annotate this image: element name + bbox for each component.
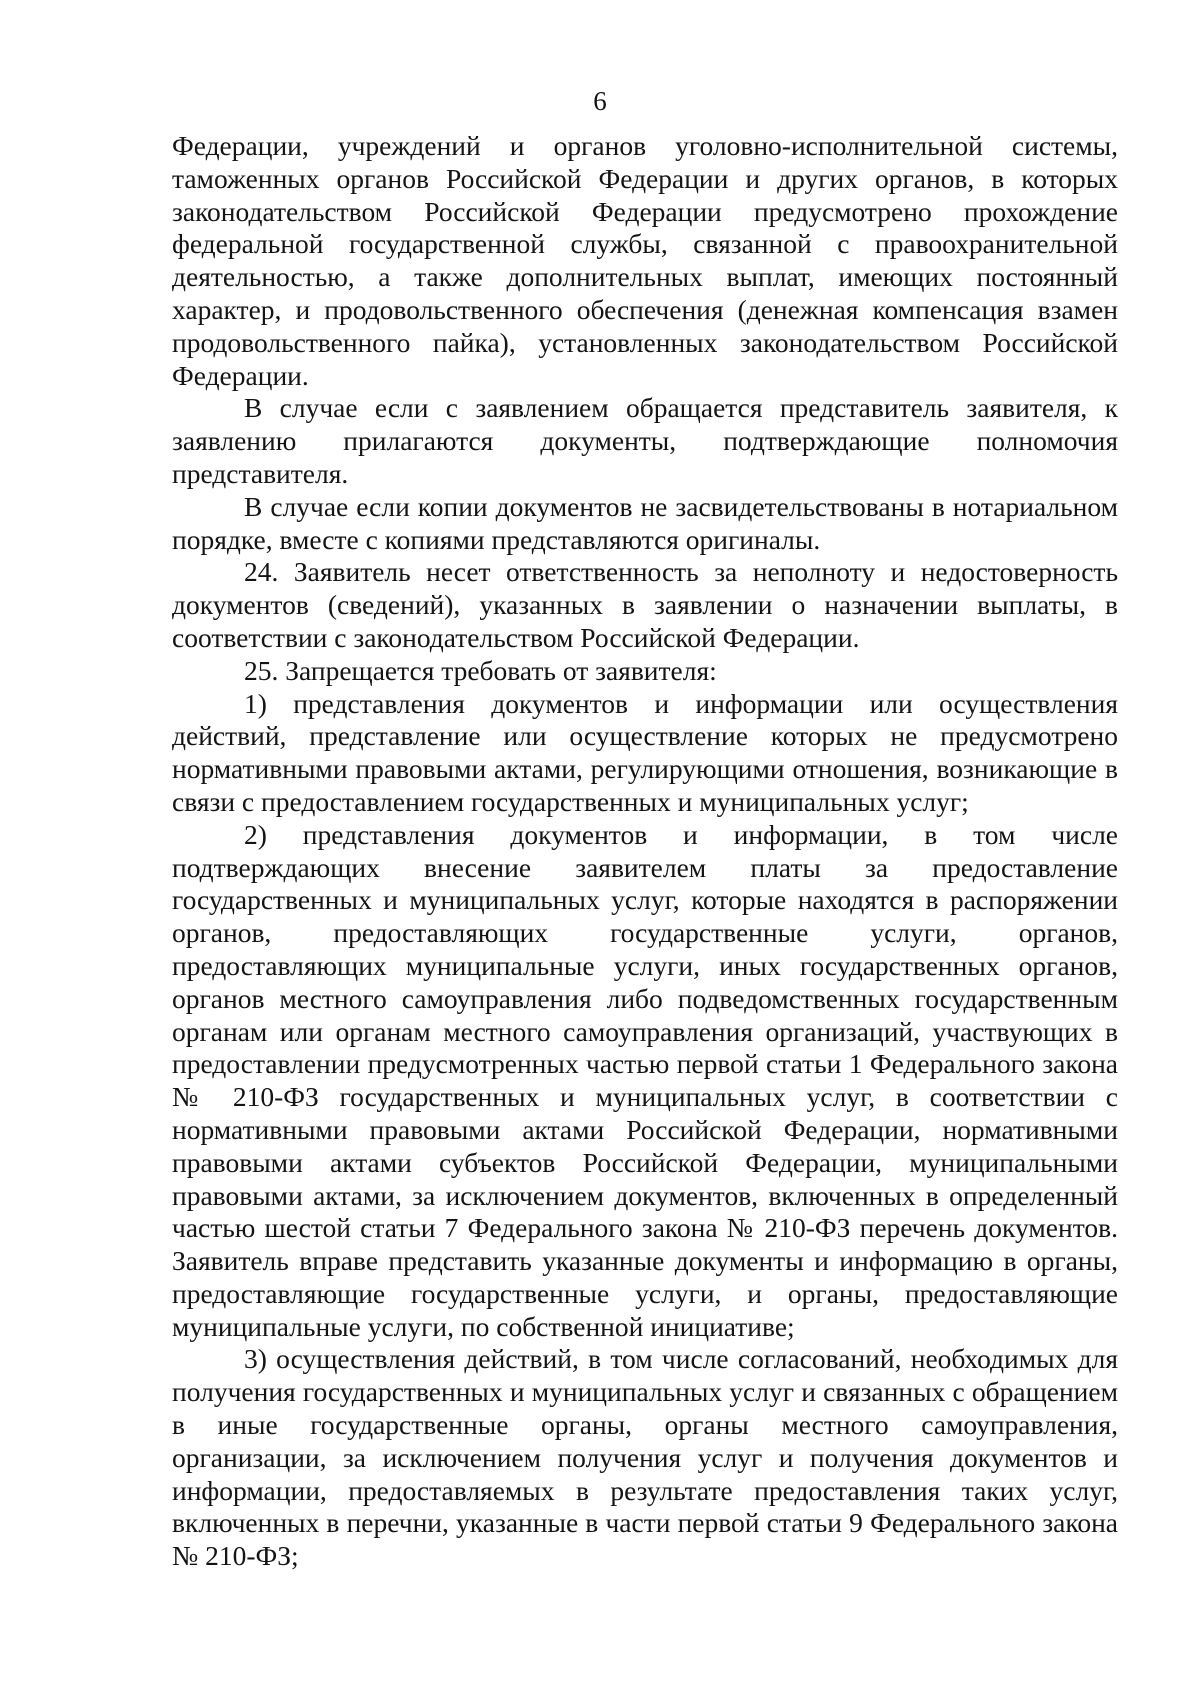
paragraph-subitem-3: 3) осуществления действий, в том числе согласований, необходимых для получения государственных и муниципальных услуг и связанных с обращением в иные государственные органы, органы местного самоуправления, организации, за исключением получения услуг и получения документов и информации, предоставляемых в результате предоставления таких услуг, включенных в перечни, указанные в части первой статьи 9 Федерального закона № 210-ФЗ;: [172, 1343, 1118, 1572]
paragraph-subitem-1: 1) представления документов и информации или осуществления действий, представление или осуществление которых не предусмотрено нормативными правовыми актами, регулирующими отношения, возникающие в связи с предоставлением государственных и муниципальных услуг;: [172, 687, 1118, 817]
paragraph-representative: В случае если с заявлением обращается представитель заявителя, к заявлению прилагаются документы, подтверждающие полномочия представителя.: [172, 392, 1118, 489]
paragraph-item-25: 25. Запрещается требовать от заявителя:: [244, 654, 717, 686]
paragraph-copies: В случае если копии документов не засвидетельствованы в нотариальном порядке, вместе с копиями представляются оригиналы.: [172, 490, 1118, 555]
document-body: [172, 130, 1118, 1573]
paragraph-subitem-2: 2) представления документов и информации, в том числе подтверждающих внесение заявителем платы за предоставление государственных и муниципальных услуг, которые находятся в распоряжении органов, предоставляющих государственные услуги, органов, предоставляющих муниципальные услуги, иных государственных органов, органов местного самоуправления либо подведомственных государственным органам или органам местного самоуправления организаций, участвующих в предоставлении предусмотренных частью первой статьи 1 Федерального закона № 210-ФЗ государственных и муниципальных услуг, в соответствии с нормативными правовыми актами Российской Федерации, нормативными правовыми актами субъектов Российской Федерации, муниципальными правовыми актами, за исключением документов, включенных в определенный частью шестой статьи 7 Федерального закона № 210-ФЗ перечень документов. Заявитель вправе представить указанные документы и информацию в органы, предоставляющие государственные услуги, и органы, предоставляющие муниципальные услуги, по собственной инициативе;: [172, 818, 1118, 1342]
paragraph-item-24: 24. Заявитель несет ответственность за неполноту и недостоверность документов (сведений), указанных в заявлении о назначении выплаты, в соответствии с законодательством Российской Федерации.: [172, 556, 1118, 653]
paragraph-continuation: Федерации, учреждений и органов уголовно-исполнительной системы, таможенных органов Российской Федерации и других органов, в которых законодательством Российской Федерации предусмотрено прохождение федеральной государственной службы, связанной с правоохранительной деятельностью, а также дополнительных выплат, имеющих постоянный характер, и продовольственного обеспечения (денежная компенсация взамен продовольственного пайка), установленных законодательством Российской Федерации.: [172, 130, 1118, 391]
page-number: 6: [593, 86, 607, 116]
